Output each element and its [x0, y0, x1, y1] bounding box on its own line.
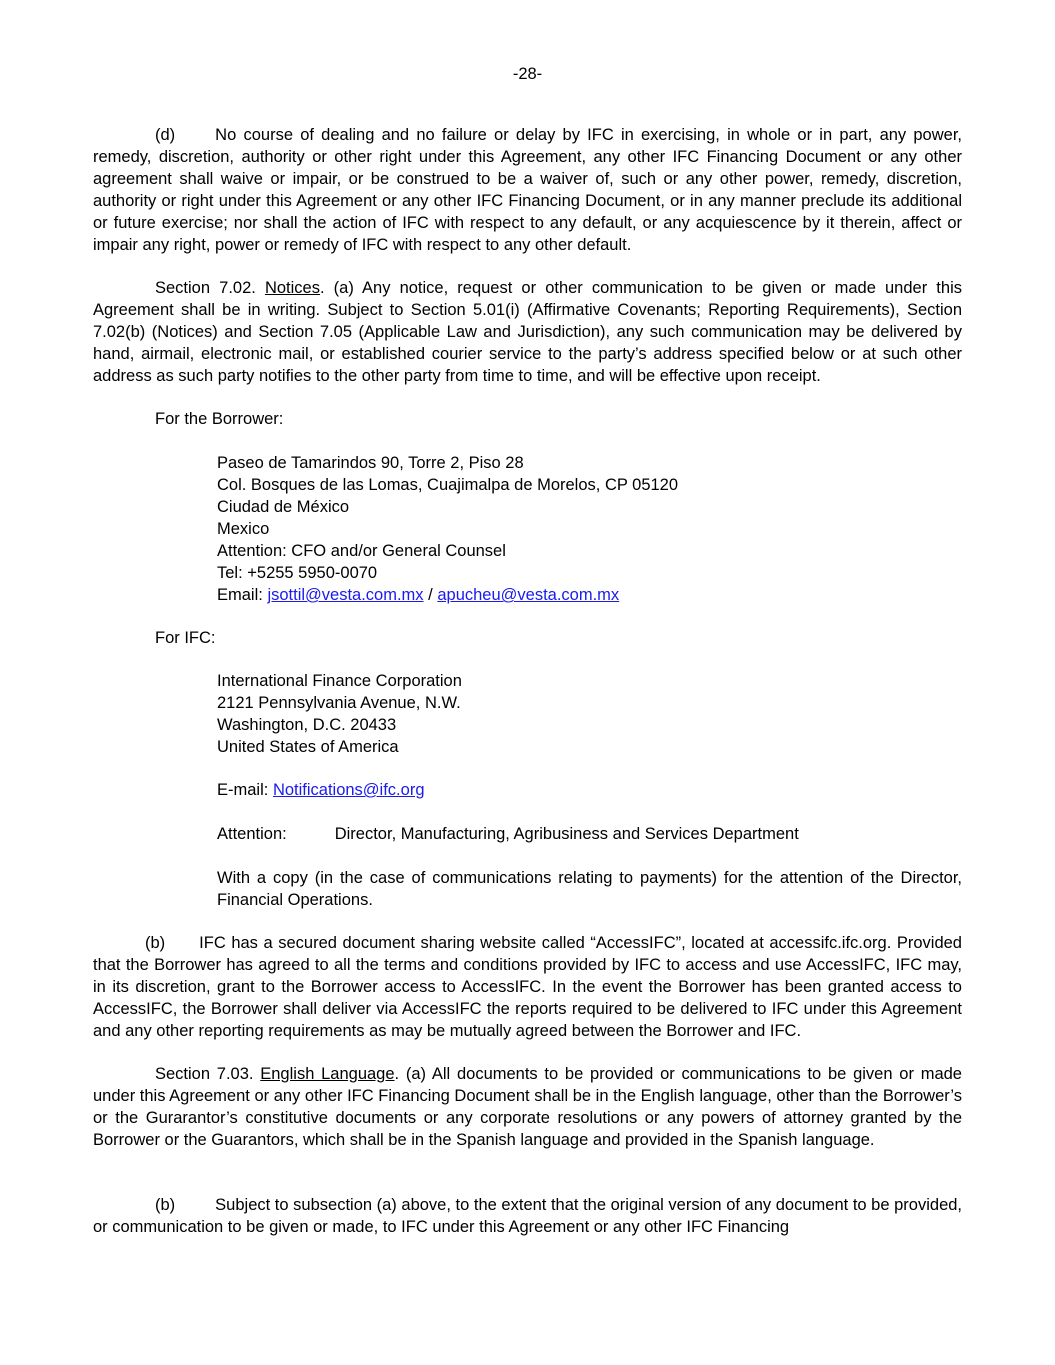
address-line: International Finance Corporation	[217, 672, 462, 690]
borrower-label: For the Borrower:	[155, 410, 284, 428]
email-label: E-mail:	[217, 781, 269, 799]
ifc-copy-note: With a copy (in the case of communications relating to payments) for the attention of the Director, Financial Operations.	[217, 869, 962, 909]
paragraph-7-03-b	[93, 1194, 962, 1238]
address-line: Mexico	[217, 520, 270, 538]
address-line: Ciudad de México	[217, 498, 350, 516]
paragraph-text: No course of dealing and no failure or delay by IFC in exercising, in whole or in part, any power, remedy, discretion, authority or other right under this Agreement, any other IFC Financing Document or any other agreement shall waive or impair, or be construed to be a waiver of, such or any other power, remedy, discretion, authority or right under this Agreement or any other IFC Financing Document, or in any manner preclude its additional or future exercise; nor shall the action of IFC with respect to any default, or any acquiescence by it therein, affect or impair any right, power or remedy of IFC with respect to any other default.	[93, 126, 962, 254]
email-link-ifc-notifications[interactable]: Notifications@ifc.org	[272, 781, 425, 799]
section-7-02	[93, 277, 962, 387]
borrower-address	[217, 452, 678, 606]
section-heading: English Language	[260, 1065, 395, 1083]
section-number: Section 7.03.	[155, 1065, 254, 1083]
email-link-jsottil[interactable]: jsottil@vesta.com.mx	[267, 586, 424, 604]
paragraph-text: Subject to subsection (a) above, to the extent that the original version of any document to be provided, or communication to be given or made, to IFC under this Agreement or any other IFC Financing	[93, 1196, 962, 1236]
section-heading: Notices	[264, 279, 320, 297]
paragraph-label: (b)	[145, 934, 166, 952]
attention-line: Attention: CFO and/or General Counsel	[217, 542, 506, 560]
ifc-attention-line	[217, 823, 799, 845]
ifc-label: For IFC:	[155, 629, 216, 647]
paragraph-d	[93, 124, 962, 256]
email-separator: /	[428, 586, 433, 604]
address-line: Col. Bosques de las Lomas, Cuajimalpa de Morelos, CP 05120	[217, 476, 679, 494]
email-line	[217, 584, 678, 606]
paragraph-label: (b)	[155, 1196, 176, 1214]
section-text: . (a) All documents to be provided or communications to be given or made under this Agreement or any other IFC Financing Document shall be in the English language, other than the Borrower’s or the Gurarantor’s constitutive documents or any corporate resolutions or any powers of attorney granted by the Borrower or the Guarantors, which shall be in the Spanish language and provided in the Spanish language.	[93, 1065, 962, 1149]
attention-label: Attention:	[217, 825, 287, 843]
telephone-line: Tel: +5255 5950-0070	[217, 564, 378, 582]
paragraph-label: (d)	[155, 126, 176, 144]
address-line: Washington, D.C. 20433	[217, 716, 397, 734]
ifc-address	[217, 670, 462, 758]
attention-value: Director, Manufacturing, Agribusiness and Services Department	[334, 825, 799, 843]
paragraph-b-accessifc	[93, 932, 962, 1042]
section-7-03	[93, 1063, 962, 1151]
address-line: United States of America	[217, 738, 399, 756]
address-line: Paseo de Tamarindos 90, Torre 2, Piso 28	[217, 454, 524, 472]
address-line: 2121 Pennsylvania Avenue, N.W.	[217, 694, 461, 712]
page-number: -28-	[512, 65, 543, 83]
email-label: Email:	[217, 586, 263, 604]
email-link-apucheu[interactable]: apucheu@vesta.com.mx	[437, 586, 620, 604]
section-number: Section 7.02.	[155, 279, 256, 297]
section-text: . (a) Any notice, request or other communication to be given or made under this Agreement shall be in writing. Subject to Section 5.01(i) (Affirmative Covenants; Reporting Requirements), Section 7.02(b) (Notices) and Section 7.05 (Applicable Law and Jurisdiction), any such communication may be delivered by hand, airmail, electronic mail, or established courier service to the party’s address specified below or at such other address as such party notifies to the other party from time to time, and will be effective upon receipt.	[93, 279, 962, 385]
paragraph-text: IFC has a secured document sharing website called “AccessIFC”, located at accessifc.ifc.org. Provided that the Borrower has agreed to all the terms and conditions provided by IFC to access and use AccessIFC, IFC may, in its discretion, grant to the Borrower access to AccessIFC. In the event the Borrower has been granted access to AccessIFC, the Borrower shall deliver via AccessIFC the reports required to be delivered to IFC under this Agreement and any other reporting requirements as may be mutually agreed between the Borrower and IFC.	[93, 934, 962, 1040]
ifc-email-line	[217, 779, 425, 801]
